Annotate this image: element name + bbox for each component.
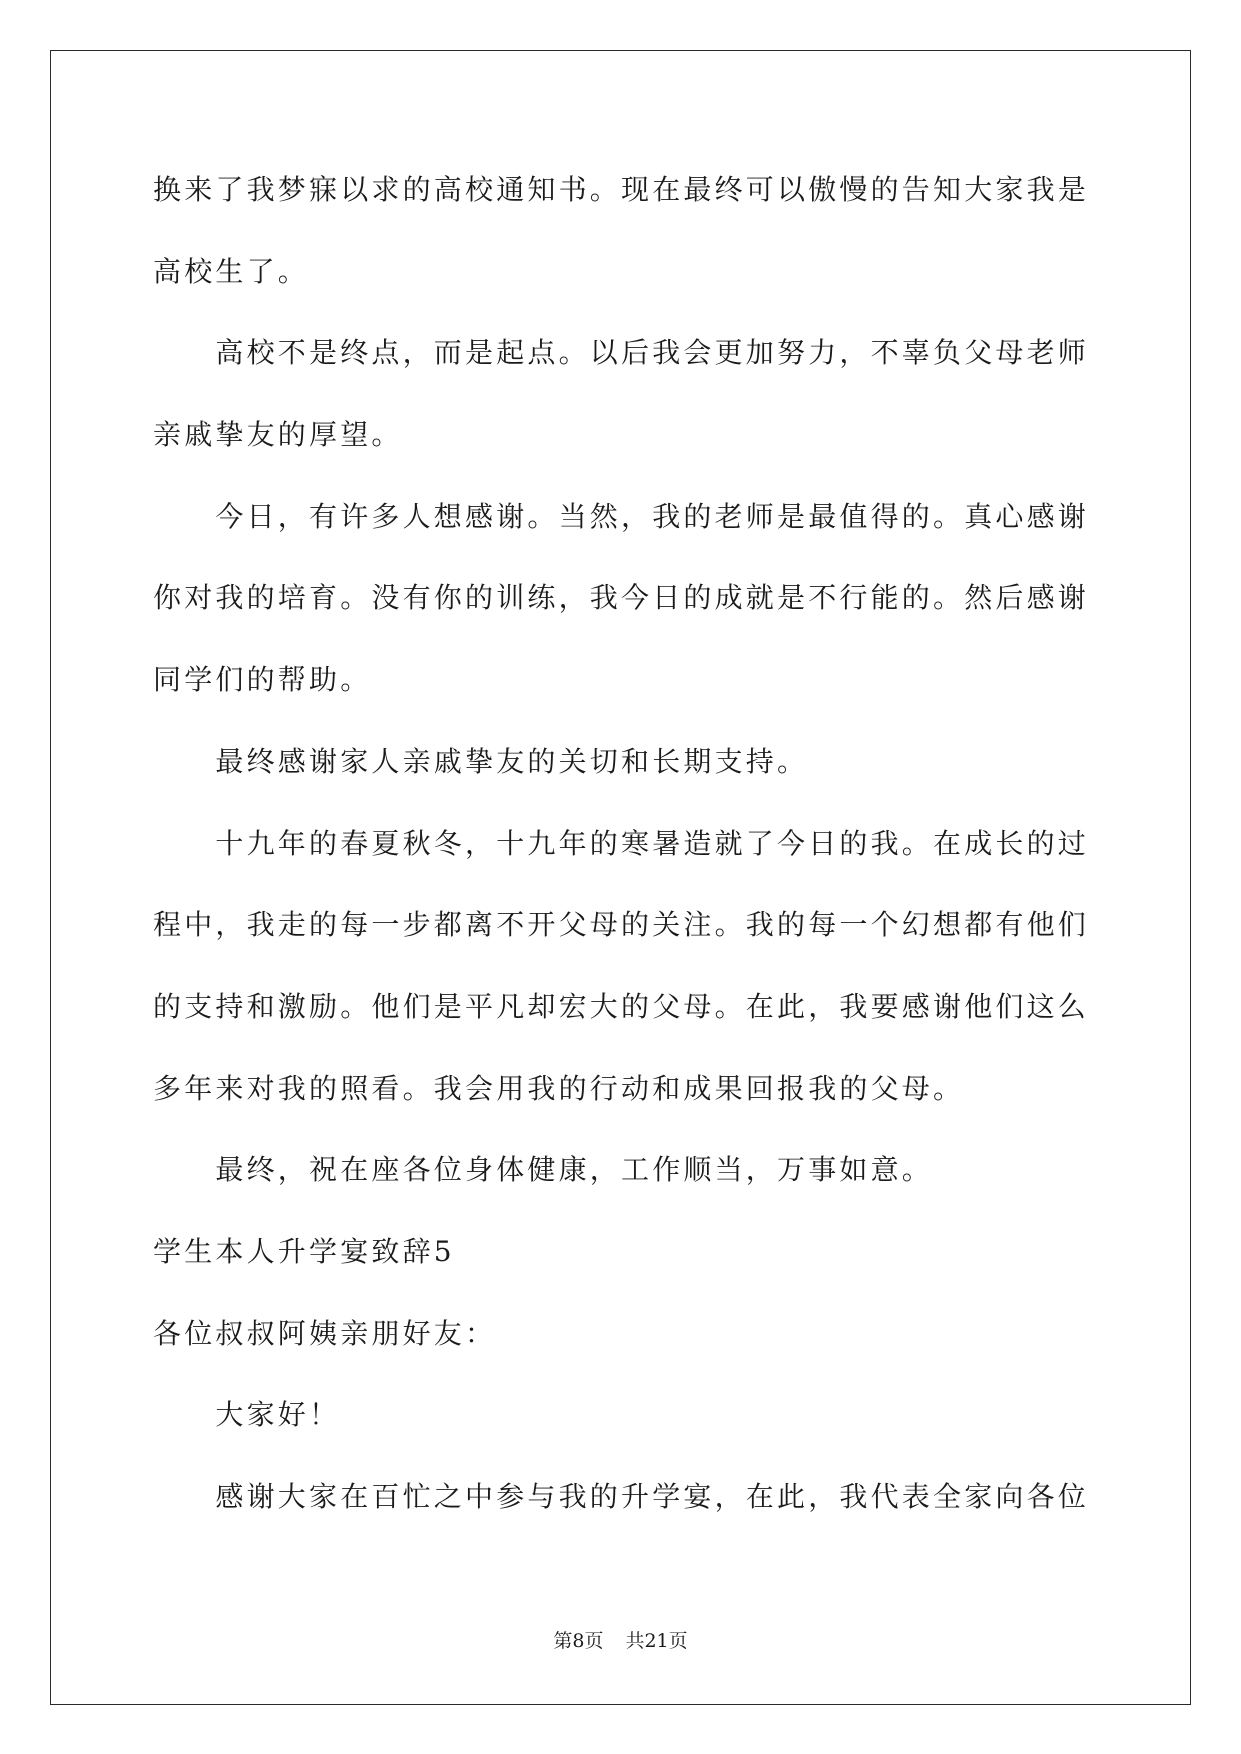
text-line: 今日，有许多人想感谢。当然，我的老师是最值得的。真心感谢 [215, 499, 1089, 533]
paragraph [153, 1456, 1133, 1538]
paragraph [153, 721, 1133, 803]
text-line: 高校生了。 [153, 254, 310, 288]
text-line: 大家好！ [215, 1398, 341, 1432]
text-line: 同学们的帮助。 [153, 663, 372, 697]
text-line: 感谢大家在百忙之中参与我的升学宴，在此，我代表全家向各位 [215, 1480, 1089, 1513]
document-body [153, 149, 1133, 1538]
text-line: 你对我的培育。没有你的训练，我今日的成就是不行能的。然后感谢 [153, 581, 1090, 615]
page-footer [0, 1628, 1241, 1654]
salutation: 各位叔叔阿姨亲朋好友： [153, 1316, 497, 1350]
text-line: 多年来对我的照看。我会用我的行动和成果回报我的父母。 [153, 1071, 965, 1105]
text-line: 程中，我走的每一步都离不开父母的关注。我的每一个幻想都有他们 [153, 908, 1090, 942]
paragraph [153, 476, 1133, 721]
page-number: 第8页 [553, 1630, 604, 1652]
section-title: 学生本人升学宴致辞5 [153, 1234, 455, 1268]
paragraph [153, 1374, 1133, 1456]
paragraph [153, 1129, 1133, 1211]
text-line: 的支持和激励。他们是平凡却宏大的父母。在此，我要感谢他们这么 [153, 989, 1090, 1023]
paragraph [153, 803, 1133, 1130]
paragraph [153, 312, 1133, 475]
text-line: 最终，祝在座各位身体健康，工作顺当，万事如意。 [215, 1153, 933, 1187]
text-line: 十九年的春夏秋冬，十九年的寒暑造就了今日的我。在成长的过 [215, 826, 1089, 860]
text-line: 换来了我梦寐以求的高校通知书。现在最终可以傲慢的告知大家我是 [153, 173, 1090, 206]
text-line: 高校不是终点，而是起点。以后我会更加努力，不辜负父母老师 [215, 336, 1089, 370]
text-line: 亲戚挚友的厚望。 [153, 418, 403, 452]
paragraph [153, 149, 1133, 312]
page-total: 共21页 [625, 1630, 688, 1652]
text-line: 最终感谢家人亲戚挚友的关切和长期支持。 [215, 744, 809, 778]
